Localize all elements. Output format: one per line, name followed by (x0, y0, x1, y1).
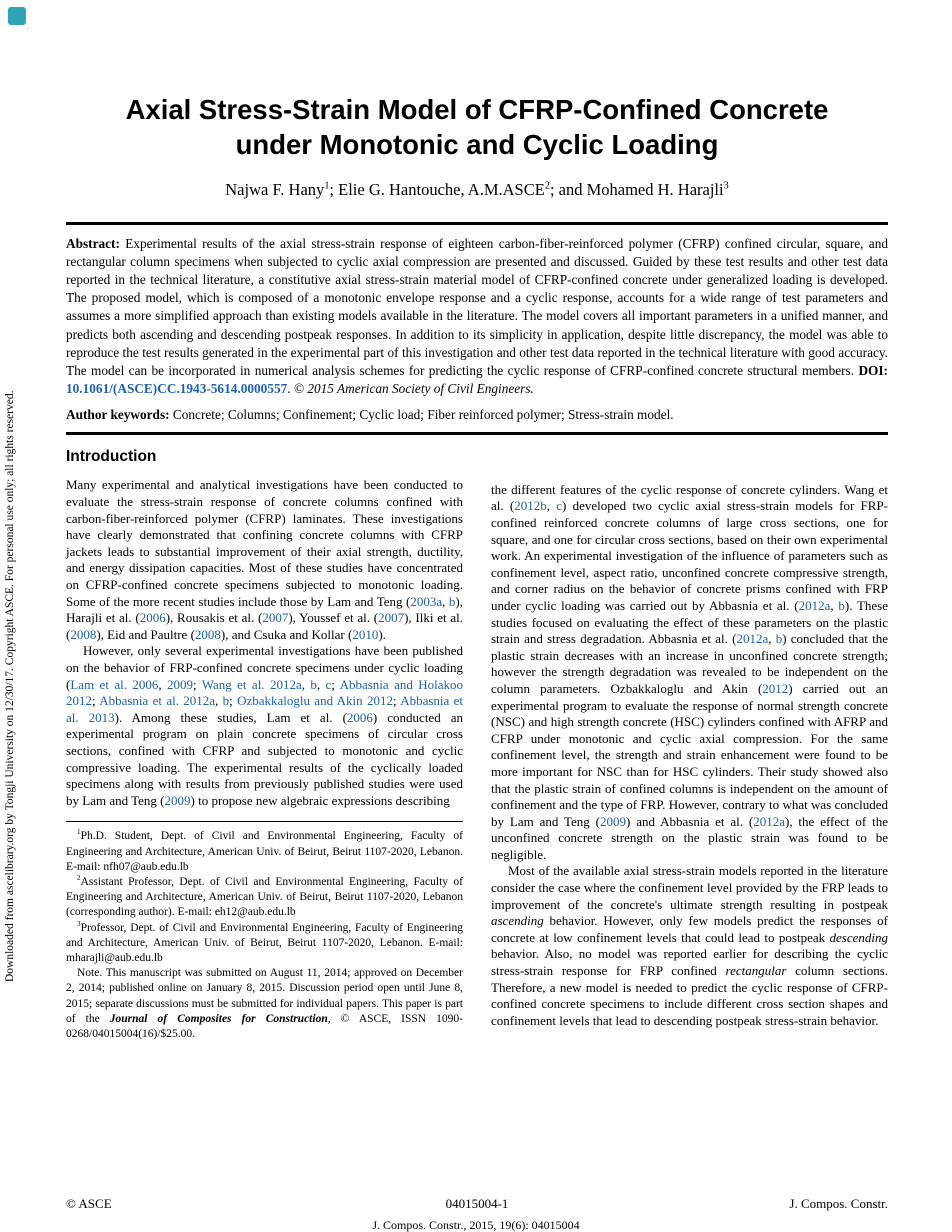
text-segment: Most of the available axial stress-strain models reported in the literature consider the case where the confinement level provided by the FRP leads to improvement of the concrete's ultimate strength resulting in postpeak (491, 863, 888, 912)
text-segment: , © ASCE, ISSN 1090-0268/04015004(16)/$25.00. (66, 1012, 463, 1040)
citation-link[interactable]: b (838, 597, 845, 613)
intro-paragraph-2 (66, 643, 463, 809)
footnote-author-2 (66, 875, 463, 921)
text-segment: ), Youssef et al. ( (288, 610, 379, 626)
citation-link[interactable]: 2012a (753, 813, 785, 829)
text-segment: , (830, 597, 839, 613)
text-segment: ) concluded that the plastic strain decreases with an increase in unconfined concrete strength; however the strength degradation was revealed to be independent on the column parameters. Ozbakkaloglu and Akin ( (491, 631, 888, 696)
citation-link[interactable]: Ozbakkaloglu and Akin 2012 (237, 693, 393, 709)
text-segment: rectangular (725, 963, 787, 979)
superscript: 3 (723, 180, 729, 192)
text-segment: behavior. However, only few models predict the responses of concrete at low confinement levels that could lead to postpeak (491, 913, 888, 945)
text-segment: Ph.D. Student, Dept. of Civil and Environmental Engineering, Faculty of Engineering and Architecture, American Univ. of Beirut, Beirut 1107-2020, Lebanon. E-mail: nfh07@aub.edu.lb (66, 830, 463, 873)
intro-paragraph-4 (491, 863, 888, 1029)
footnote-manuscript-note (66, 966, 463, 1042)
text-segment: ). (378, 626, 386, 642)
superscript: 2 (544, 180, 550, 192)
keywords-bottom-rule (66, 432, 888, 435)
text-segment: © 2015 American Society of Civil Engineers. (293, 381, 534, 397)
citation-link[interactable]: 2006 (346, 709, 373, 725)
text-segment: ; (392, 693, 401, 709)
download-watermark: Downloaded from ascelibrary.org by Tongji University on 12/30/17. Copyright ASCE. For personal use only; all rights reserved. (4, 390, 16, 982)
intro-paragraph-3 (491, 482, 888, 864)
footnote-author-3 (66, 921, 463, 967)
text-segment: ) developed two cyclic axial stress-strain models for FRP-confined reinforced concrete columns of large cross sections, one for square, and one for circular cross sections, based on their own experimental work. An experimental investigation of the influence of parameters such as confinement level, aspect ratio, unconfined concrete compressive strength, and corner radius on the behavior of concrete prisms confined with FRP under cyclic loading was carried out by Abbasnia et al. ( (491, 498, 889, 613)
citation-link[interactable]: 2012 (762, 680, 789, 696)
citation-link[interactable]: c (556, 498, 563, 514)
text-segment: behavior. Also, no model was reported earlier for describing the cyclic stress-strain response for FRP confined (491, 946, 888, 979)
text-segment: Author keywords: (66, 407, 173, 423)
text-segment: ) and Abbasnia et al. ( (626, 813, 754, 829)
citation-link[interactable]: b (222, 693, 230, 709)
text-segment: ; (193, 676, 202, 692)
citation-link[interactable]: 2009 (164, 792, 191, 808)
citation-link[interactable]: 2008 (194, 626, 221, 642)
intro-paragraph-1 (66, 477, 463, 643)
text-segment: ), Ilki et al. ( (66, 610, 464, 642)
article-title-line1: Axial Stress-Strain Model of CFRP-Confined Concrete (125, 94, 829, 125)
text-segment: . (287, 381, 294, 397)
text-segment: ascending (491, 913, 544, 929)
footer-page-id: 04015004-1 (445, 1196, 509, 1211)
text-segment: DOI: (858, 362, 888, 378)
superscript: 1 (77, 828, 81, 837)
article-title-line2: under Monotonic and Cyclic Loading (235, 129, 719, 160)
citation-link[interactable]: Lam et al. 2006 (70, 676, 159, 692)
citation-link[interactable]: 2008 (70, 626, 97, 642)
citation-link[interactable]: b (310, 676, 317, 692)
text-segment: ). Among these studies, Lam et al. ( (114, 709, 347, 725)
text-segment: Assistant Professor, Dept. of Civil and Environmental Engineering, Faculty of Engineering and Architecture, American Univ. of Beirut, Beirut 1107-2020, Lebanon (corresponding author). E-mail: eh12@aub.edu.lb (66, 875, 463, 919)
text-segment: ), Rousakis et al. ( (165, 610, 263, 626)
citation-link[interactable]: Abbasnia et al. 2013 (66, 693, 463, 725)
text-segment: , (442, 593, 449, 609)
citation-line: J. Compos. Constr., 2015, 19(6): 04015004 (372, 1218, 580, 1232)
text-segment: ; and Mohamed H. Harajli (549, 180, 724, 199)
text-segment: the different features of the cyclic response of concrete cylinders. Wang et al. ( (491, 481, 888, 514)
text-segment: ; (229, 693, 238, 709)
text-segment: However, only several experimental investigations have been published on the behavior of FRP-confined concrete specimens under cyclic loading ( (66, 643, 463, 692)
text-segment: ; Elie G. Hantouche, A.M.ASCE (329, 180, 545, 199)
text-segment: ) carried out an experimental program to evaluate the response of normal strength concrete (NSC) and high strength concrete (HSC) cylinders confined with AFRP and CFRP under monotonic and cyclic axial compression. For the same confinement level, the strength and strain enhancement were found to be more important for NSC than for HSC cylinders. Their study showed also that the plastic strain of confined columns is independent on the amount of confinement and the type of FRP. However, contrary to what was concluded by Lam and Teng ( (491, 680, 888, 829)
page-footer (66, 1196, 888, 1212)
text-segment: ; (92, 693, 100, 709)
citation-link[interactable]: Abbasnia et al. 2012a (99, 693, 216, 709)
superscript: 2 (77, 874, 81, 883)
citation-link[interactable]: c (325, 676, 332, 692)
left-column (66, 449, 463, 1042)
citation-link[interactable]: Abbasnia and Holakoo 2012 (66, 676, 463, 709)
footnote-author-1 (66, 829, 463, 875)
citation-link[interactable]: 2009 (167, 676, 193, 692)
citation-link[interactable]: 2007 (378, 610, 405, 626)
footer-journal: J. Compos. Constr. (789, 1196, 888, 1211)
text-segment: ), and Csuka and Kollar ( (220, 626, 353, 642)
two-column-body (66, 449, 888, 1042)
text-segment: ), Eid and Paultre ( (96, 626, 195, 642)
text-segment: descending (829, 929, 888, 945)
citation-link[interactable]: 2012a (798, 597, 831, 613)
text-segment: ) to propose new algebraic expressions describing (190, 792, 450, 808)
text-segment: , (158, 676, 167, 692)
introduction-heading: Introduction (66, 447, 157, 465)
superscript: 3 (77, 919, 81, 928)
citation-link[interactable]: 2009 (600, 813, 626, 829)
text-segment: Many experimental and analytical investigations have been conducted to evaluate the stress-strain response of concrete columns confined with carbon-fiber-reinforced polymer (CFRP) laminates. These investigations have clearly demonstrated that confining concrete columns with CFRP jackets leads to substantial improvement of their axial strength, ductility, and energy dissipation capacities. Most of these studies have concentrated on CFRP-confined concrete specimens subjected to monotonic loading. Some of the more recent studies include those by Lam and Teng ( (66, 477, 463, 609)
text-segment: Professor, Dept. of Civil and Environmental Engineering, Faculty of Engineering and Architecture, American Univ. of Beirut, Beirut 1107-2020, Lebanon. E-mail: mharajli@aub.edu.lb (66, 921, 463, 964)
text-segment: , (316, 676, 326, 692)
text-segment: , (546, 498, 557, 514)
citation-link[interactable]: 2003a (410, 593, 443, 609)
citation-link[interactable]: 2006 (139, 610, 166, 626)
text-segment: , (215, 693, 223, 709)
text-segment: Note. This manuscript was submitted on August 11, 2014; approved on December 2, 2014; published online on January 8, 2015. Discussion period open until June 8, 2015; separate discussions must be submitted for individual papers. This paper is part of the (66, 967, 463, 1025)
citation-link[interactable]: Wang et al. 2012a (201, 676, 302, 692)
authors-line (66, 180, 888, 200)
text-segment: ). These studies focused on evaluating the effect of these parameters on the plastic strain and stress degradation. Abbasnia et al. ( (491, 597, 888, 647)
text-segment: ), the effect of the unconfined concrete strength on the plastic strain was found to be negligible. (491, 813, 888, 862)
corner-badge-icon (8, 7, 26, 25)
abstract-top-rule (66, 222, 888, 225)
text-segment: ) conducted an experimental program on plain concrete specimens of circular cross sections, confined with CFRP and subjected to monotonic and cyclic compressive loading. The experimental results of the cyclically loaded specimens along with results from previously published studies were used by Lam and Teng ( (66, 709, 463, 808)
text-segment: Experimental results of the axial stress-strain response of eighteen carbon-fiber-reinforced polymer (CFRP) confined circular, square, and rectangular column specimens when subjected to cyclic axial compression are presented and discussed. Guided by these test results and other test data reported in the technical literature, a constitutive axial stress-strain material model of CFRP-confined concrete under generalized loading is developed. The proposed model, which is composed of a monotonic envelope response and a cyclic response, accounts for a wide range of test parameters and assumes a more simplified approach than existing models available in the literature. The model covers all important parameters in a unified manner, and predicts both ascending and descending postpeak responses. In addition to its simplicity in application, despite little discrepancy, the model was able to reproduce the test results generated in the experimental part of this investigation and other test data reported in the technical literature with good accuracy. The model can be incorporated in numerical analysis schemes for predicting the cyclic response of CFRP-confined concrete structural members. (66, 235, 889, 378)
citation-link[interactable]: b (775, 631, 783, 647)
page-body (66, 0, 888, 1042)
citation-link[interactable]: 10.1061/(ASCE)CC.1943-5614.0000557 (66, 381, 288, 397)
text-segment: ), Harajli et al. ( (66, 593, 464, 626)
citation-link[interactable]: 2007 (262, 610, 289, 626)
text-segment: Najwa F. Hany (225, 180, 325, 199)
text-segment: , (768, 631, 776, 647)
citation-link[interactable]: 2012a (736, 631, 769, 647)
text-segment: , (301, 676, 311, 692)
text-segment: column sections. Therefore, a new model is needed to predict the cyclic response of CFRP-confined concrete specimens to include different cross section shapes and confinement levels that lead to descending postpeak stress-strain behavior. (491, 963, 888, 1028)
text-segment: Journal of Composites for Construction (109, 1012, 328, 1025)
citation-link[interactable]: 2012b (514, 498, 547, 514)
footnotes-block (66, 821, 463, 1042)
text-segment: ; (331, 676, 340, 692)
citation-link[interactable]: b (448, 593, 456, 609)
text-segment: Concrete; Columns; Confinement; Cyclic load; Fiber reinforced polymer; Stress-strain model. (172, 407, 674, 423)
abstract-paragraph (66, 235, 888, 399)
text-segment: Abstract: (66, 235, 126, 251)
footer-copyright: © ASCE (66, 1196, 112, 1211)
superscript: 1 (324, 180, 330, 192)
citation-link[interactable]: 2010 (352, 626, 379, 642)
author-keywords-line (66, 406, 888, 424)
right-column (491, 449, 888, 1042)
article-title (66, 92, 888, 162)
